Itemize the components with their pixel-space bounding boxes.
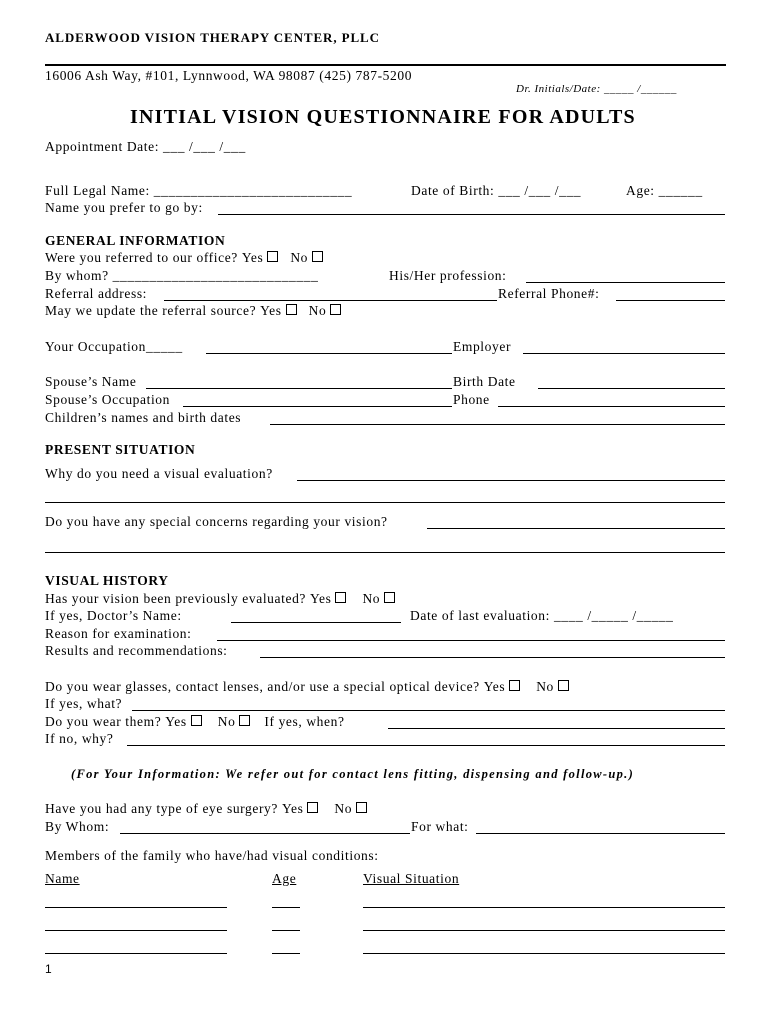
checkbox-icon[interactable] <box>356 802 367 813</box>
yes-label: Yes <box>281 801 304 816</box>
checkbox-icon[interactable] <box>286 304 297 315</box>
surgery-question <box>45 801 369 817</box>
present-situation-heading: PRESENT SITUATION <box>45 442 196 457</box>
full-legal-name-field[interactable]: Full Legal Name: ___________________________ <box>45 183 353 198</box>
update-source-label: May we update the referral source? <box>45 303 257 318</box>
clinic-name: ALDERWOOD VISION THERAPY CENTER, PLLC <box>45 30 380 45</box>
update-source-question <box>45 303 343 319</box>
referred-question <box>45 250 325 266</box>
family-situation-line[interactable] <box>363 907 725 908</box>
spouse-name-line[interactable] <box>146 388 452 389</box>
family-situation-line[interactable] <box>363 930 725 931</box>
concerns-line[interactable] <box>427 528 725 529</box>
date-of-birth-field[interactable]: Date of Birth: ___ /___ /___ <box>411 183 582 198</box>
no-label: No <box>362 591 381 606</box>
referred-yes[interactable] <box>242 250 280 266</box>
referred-label: Were you referred to our office? <box>45 250 238 265</box>
doctor-name-label: If yes, Doctor’s Name: <box>45 608 182 623</box>
general-info-heading: GENERAL INFORMATION <box>45 233 226 248</box>
employer-line[interactable] <box>523 353 725 354</box>
preferred-name-line[interactable] <box>218 214 725 215</box>
results-label: Results and recommendations: <box>45 643 228 658</box>
update-no[interactable] <box>309 303 344 319</box>
glasses-what-label: If yes, what? <box>45 696 123 711</box>
referral-address-line[interactable] <box>164 300 497 301</box>
no-label: No <box>290 250 309 265</box>
family-situation-line[interactable] <box>363 953 725 954</box>
why-evaluation-label: Why do you need a visual evaluation? <box>45 466 273 481</box>
why-not-line[interactable] <box>127 745 725 746</box>
update-yes[interactable] <box>260 303 298 319</box>
family-age-line[interactable] <box>272 930 300 931</box>
previously-no[interactable] <box>362 591 397 607</box>
page-number: 1 <box>45 962 52 976</box>
referral-phone-label: Referral Phone#: <box>498 286 600 301</box>
last-evaluation-field[interactable]: Date of last evaluation: ____ /_____ /_____ <box>410 608 674 623</box>
employer-label: Employer <box>453 339 512 354</box>
previously-yes[interactable] <box>310 591 348 607</box>
reason-line[interactable] <box>217 640 725 641</box>
surgery-by-label: By Whom: <box>45 819 110 834</box>
clinic-address: 16006 Ash Way, #101, Lynnwood, WA 98087 (425) 787-5200 <box>45 68 413 83</box>
why-evaluation-line-2[interactable] <box>45 502 725 503</box>
surgery-for-line[interactable] <box>476 833 725 834</box>
results-line[interactable] <box>260 657 725 658</box>
family-age-line[interactable] <box>272 907 300 908</box>
no-label: No <box>536 679 554 694</box>
yes-label: Yes <box>310 591 332 606</box>
checkbox-icon[interactable] <box>330 304 341 315</box>
wear-them-label: Do you wear them? <box>45 714 162 729</box>
occupation-label: Your Occupation_____ <box>45 339 183 354</box>
children-label: Children’s names and birth dates <box>45 410 242 425</box>
family-name-line[interactable] <box>45 930 227 931</box>
concerns-line-2[interactable] <box>45 552 725 553</box>
visual-history-heading: VISUAL HISTORY <box>45 573 169 588</box>
birth-date-label: Birth Date <box>453 374 516 389</box>
referred-no[interactable] <box>290 250 325 266</box>
glasses-yes[interactable] <box>484 679 522 695</box>
wear-them-question <box>45 714 345 730</box>
birth-date-line[interactable] <box>538 388 725 389</box>
previously-evaluated-question <box>45 591 397 607</box>
concerns-label: Do you have any special concerns regarding your vision? <box>45 514 388 529</box>
profession-label: His/Her profession: <box>389 268 507 283</box>
family-conditions-label: Members of the family who have/had visual conditions: <box>45 848 379 863</box>
yes-label: Yes <box>260 303 282 318</box>
wear-when-line[interactable] <box>388 728 725 729</box>
by-whom-field[interactable]: By whom? ____________________________ <box>45 268 319 283</box>
phone-label: Phone <box>453 392 490 407</box>
surgery-yes[interactable] <box>282 801 320 817</box>
why-evaluation-line[interactable] <box>297 480 725 481</box>
checkbox-icon[interactable] <box>239 715 250 726</box>
surgery-label: Have you had any type of eye surgery? <box>45 801 278 816</box>
checkbox-icon[interactable] <box>191 715 202 726</box>
referral-address-label: Referral address: <box>45 286 148 301</box>
checkbox-icon[interactable] <box>267 251 278 262</box>
yes-label: Yes <box>483 679 506 694</box>
spouse-occupation-label: Spouse’s Occupation <box>45 392 171 407</box>
yes-label: Yes <box>241 250 264 265</box>
children-line[interactable] <box>270 424 725 425</box>
page-title: INITIAL VISION QUESTIONNAIRE FOR ADULTS <box>130 106 636 128</box>
glasses-what-line[interactable] <box>132 710 725 711</box>
no-label: No <box>334 801 353 816</box>
surgery-no[interactable] <box>334 801 369 817</box>
header-rule <box>45 64 726 66</box>
doctor-initials-date[interactable]: Dr. Initials/Date: _____ /______ <box>516 83 677 95</box>
spouse-name-label: Spouse’s Name <box>45 374 137 389</box>
previously-evaluated-label: Has your vision been previously evaluated? <box>45 591 307 606</box>
surgery-for-label: For what: <box>411 819 469 834</box>
family-name-line[interactable] <box>45 953 227 954</box>
checkbox-icon[interactable] <box>558 680 569 691</box>
surgery-by-line[interactable] <box>120 833 410 834</box>
column-name: Name <box>45 871 80 886</box>
glasses-no[interactable] <box>536 679 571 695</box>
doctor-name-line[interactable] <box>231 622 401 623</box>
occupation-line[interactable] <box>206 353 452 354</box>
appointment-date[interactable]: Appointment Date: ___ /___ /___ <box>45 139 246 154</box>
checkbox-icon[interactable] <box>307 802 318 813</box>
checkbox-icon[interactable] <box>335 592 346 603</box>
phone-line[interactable] <box>498 406 725 407</box>
checkbox-icon[interactable] <box>509 680 520 691</box>
profession-line[interactable] <box>526 282 725 283</box>
yes-label: Yes <box>165 714 187 729</box>
family-name-line[interactable] <box>45 907 227 908</box>
referral-phone-line[interactable] <box>616 300 725 301</box>
age-field[interactable]: Age: ______ <box>626 183 703 198</box>
glasses-label: Do you wear glasses, contact lenses, and/or use a special optical device? <box>45 679 480 694</box>
checkbox-icon[interactable] <box>384 592 395 603</box>
preferred-name-label: Name you prefer to go by: <box>45 200 203 215</box>
checkbox-icon[interactable] <box>312 251 323 262</box>
why-not-label: If no, why? <box>45 731 114 746</box>
no-label: No <box>308 303 327 318</box>
column-visual-situation: Visual Situation <box>363 871 460 886</box>
wear-yes[interactable] <box>165 714 203 730</box>
column-age: Age <box>272 871 297 886</box>
wear-no[interactable] <box>218 714 253 730</box>
no-label: No <box>217 714 236 729</box>
glasses-question <box>45 679 571 695</box>
wear-when-label: If yes, when? <box>264 714 345 729</box>
reason-label: Reason for examination: <box>45 626 192 641</box>
family-age-line[interactable] <box>272 953 300 954</box>
spouse-occupation-line[interactable] <box>183 406 452 407</box>
contact-lens-note: (For Your Information: We refer out for contact lens fitting, dispensing and follow-up.) <box>71 767 635 781</box>
